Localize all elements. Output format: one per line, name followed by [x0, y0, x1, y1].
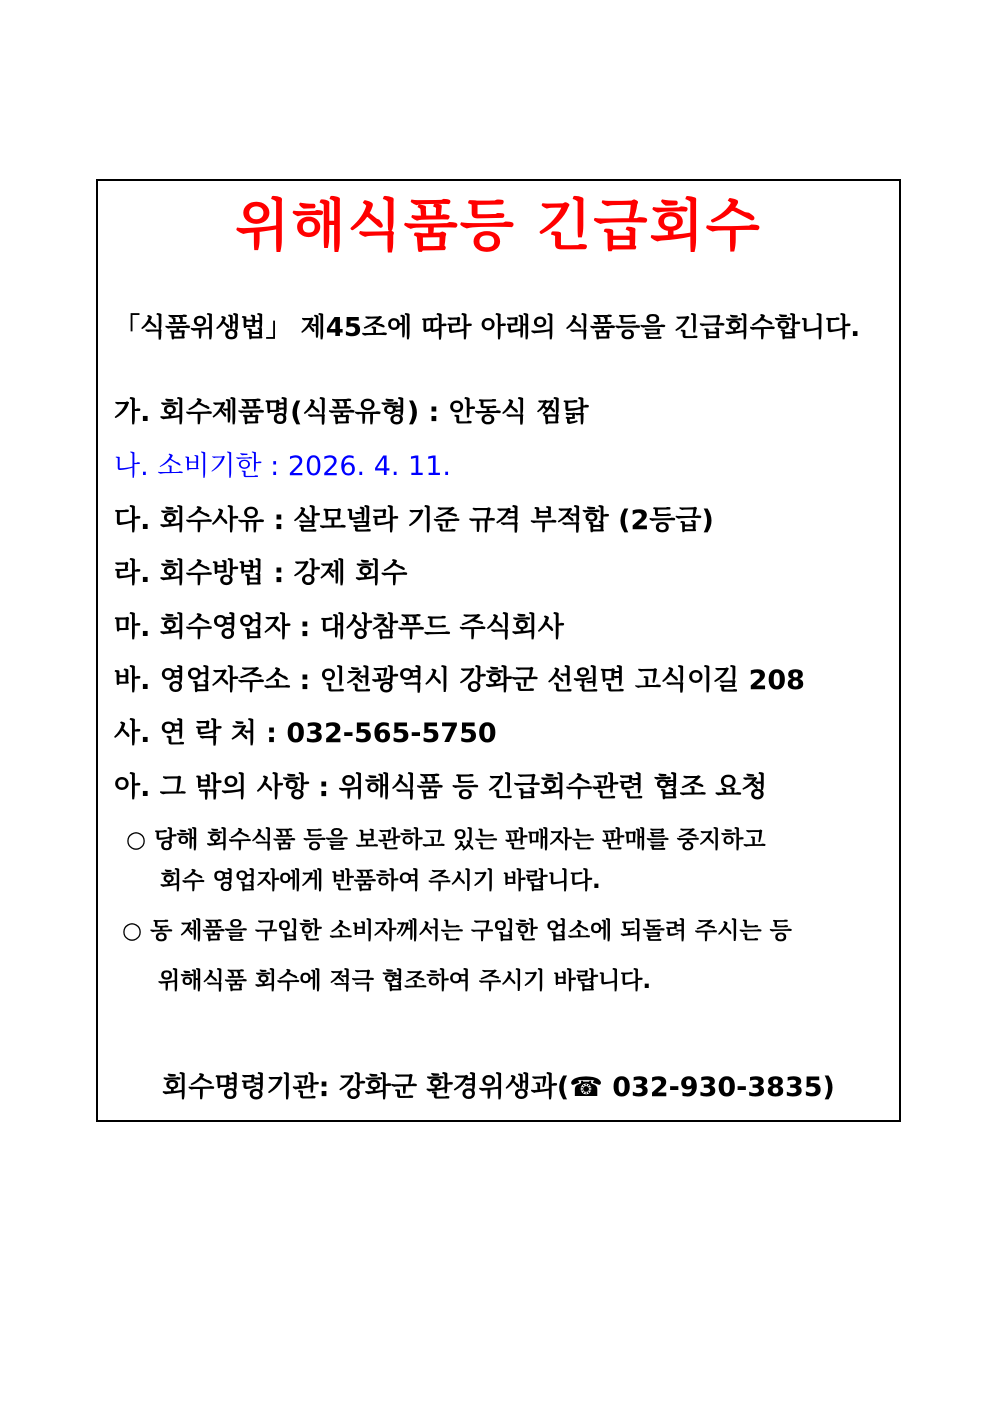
item-recall-reason: 다. 회수사유 : 살모넬라 기준 규격 부적합 (2등급) — [114, 505, 714, 536]
intro-text: 「식품위생법」 제45조에 따라 아래의 식품등을 긴급회수합니다. — [114, 313, 861, 343]
note-2-line-2: 위해식품 회수에 적극 협조하여 주시기 바랍니다. — [158, 968, 652, 994]
note-2-line-1: ○ 동 제품을 구입한 소비자께서는 구입한 업소에 되돌려 주시는 등 — [122, 918, 792, 944]
item-other: 아. 그 밖의 사항 : 위해식품 등 긴급회수관련 협조 요청 — [114, 772, 768, 803]
note-1-line-2: 회수 영업자에게 반품하여 주시기 바랍니다. — [160, 868, 601, 894]
item-business-operator: 마. 회수영업자 : 대상참푸드 주식회사 — [114, 612, 564, 643]
item-contact: 사. 연 락 처 : 032-565-5750 — [114, 718, 497, 749]
note-1-line-1: ○ 당해 회수식품 등을 보관하고 있는 판매자는 판매를 중지하고 — [126, 827, 766, 853]
item-business-address: 바. 영업자주소 : 인천광역시 강화군 선원면 고식이길 208 — [114, 665, 805, 696]
item-expiry-date: 나. 소비기한 : 2026. 4. 11. — [114, 451, 451, 482]
notice-title: 위해식품등 긴급회수 — [235, 194, 762, 259]
item-product-name: 가. 회수제품명(식품유형) : 안동식 찜닭 — [114, 397, 589, 428]
item-recall-method: 라. 회수방법 : 강제 회수 — [114, 558, 408, 589]
recall-notice-box — [96, 179, 901, 1122]
footer-authority: 회수명령기관: 강화군 환경위생과(☎ 032-930-3835) — [162, 1072, 835, 1103]
